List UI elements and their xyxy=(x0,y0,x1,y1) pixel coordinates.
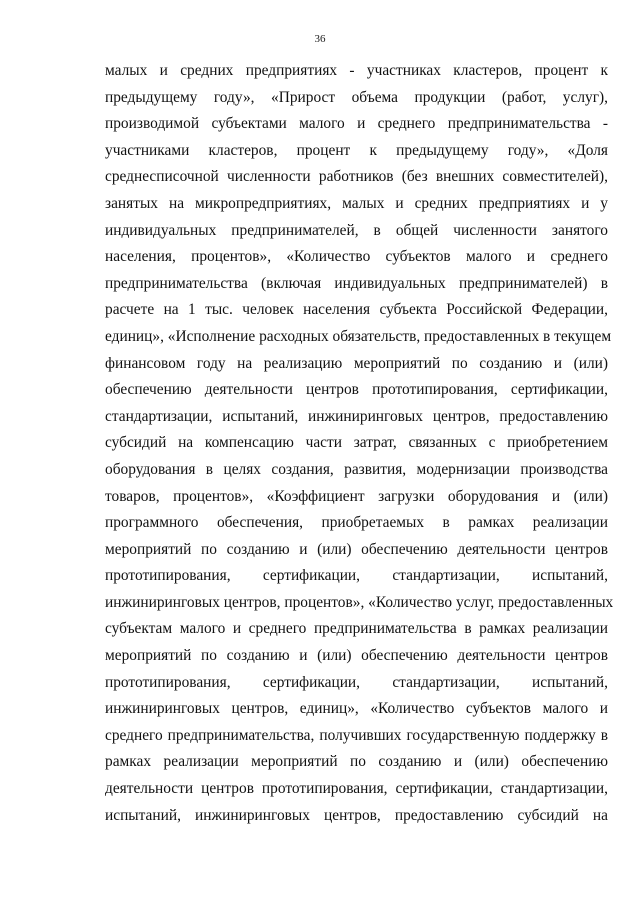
text-line: индивидуальных предпринимателей, в общей численности занятого xyxy=(105,221,608,239)
text-line: прототипирования, сертификации, стандартизации, испытаний, xyxy=(105,673,608,691)
text-line: мероприятий по созданию и (или) обеспечению деятельности центров xyxy=(105,647,608,665)
text-line: мероприятий по созданию и (или) обеспечению деятельности центров xyxy=(105,540,608,558)
text-line: расчете на 1 тыс. человек населения субъекта Российской Федерации, xyxy=(105,301,608,319)
text-line: стандартизации, испытаний, инжиниринговых центров, предоставлению xyxy=(105,407,608,425)
text-line: участниками кластеров, процент к предыдущему году», «Доля xyxy=(105,141,608,159)
text-line: рамках реализации мероприятий по созданию и (или) обеспечению xyxy=(105,753,608,771)
text-line: малых и средних предприятиях - участниках кластеров, процент к xyxy=(105,62,608,79)
text-line: субъектам малого и среднего предпринимательства в рамках реализации xyxy=(105,620,608,638)
text-line: деятельности центров прототипирования, сертификации, стандартизации, xyxy=(105,780,608,798)
text-line: населения, процентов», «Количество субъектов малого и среднего xyxy=(105,248,608,266)
text-line: программного обеспечения, приобретаемых в рамках реализации xyxy=(105,514,608,532)
body-text xyxy=(105,58,614,829)
page-number: 36 xyxy=(314,33,326,45)
text-line: среднего предпринимательства, получивших государственную поддержку в xyxy=(105,726,608,744)
text-line: единиц», «Исполнение расходных обязательств, предоставленных в текущем xyxy=(105,327,612,345)
text-line: производимой субъектами малого и среднего предпринимательства - xyxy=(105,115,608,133)
text-line: инжиниринговых центров, единиц», «Количество субъектов малого и xyxy=(105,700,608,718)
text-line: среднесписочной численности работников (без внешних совместителей), xyxy=(105,168,608,186)
text-line: субсидий на компенсацию части затрат, связанных с приобретением xyxy=(105,434,608,452)
text-line: занятых на микропредприятиях, малых и средних предприятиях и у xyxy=(105,194,608,212)
text-line: предыдущему году», «Прирост объема продукции (работ, услуг), xyxy=(105,88,608,106)
text-line: прототипирования, сертификации, стандартизации, испытаний, xyxy=(105,567,608,585)
text-line: предпринимательства (включая индивидуальных предпринимателей) в xyxy=(105,274,608,292)
text-line: товаров, процентов», «Коэффициент загрузки оборудования и (или) xyxy=(105,487,608,505)
text-line: финансовом году на реализацию мероприятий по созданию и (или) xyxy=(105,354,608,372)
text-line: испытаний, инжиниринговых центров, предоставлению субсидий на xyxy=(105,806,608,824)
text-line: инжиниринговых центров, процентов», «Количество услуг, предоставленных xyxy=(105,593,614,611)
text-line: оборудования в целях создания, развития, модернизации производства xyxy=(105,460,608,478)
text-line: обеспечению деятельности центров прототипирования, сертификации, xyxy=(105,381,608,399)
